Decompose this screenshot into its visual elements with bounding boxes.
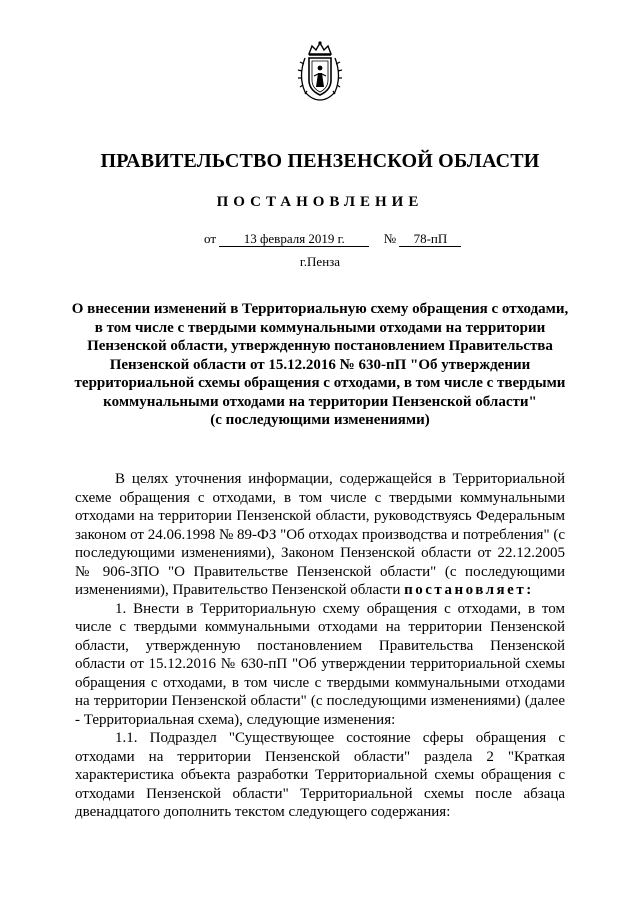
heading-line: Пензенской области, утвержденную постановлением Правительства: [87, 338, 553, 354]
item-1-paragraph: 1. Внести в Территориальную схему обращения с отходами, в том числе с твердыми коммунальными отходами на территории Пензенской области, утвержденную постановлением Правительства Пензенской области от 15.12.2016 № 630-пП "Об утверждении территориальной схемы обращения с отходами, в том числе с твердыми коммунальными отходами на территории Пензенской области" (с последующими изменениями) (далее - Территориальная схема), следующие изменения:: [75, 600, 565, 728]
city: г.Пенза: [299, 254, 341, 269]
heading-line: (с последующими изменениями): [210, 412, 430, 428]
date-prefix: от: [204, 231, 217, 246]
item-1-1-paragraph: 1.1. Подраздел "Существующее состояние сферы обращения с отходами на территории Пензенской области" раздела 2 "Краткая характеристика объекта разработки Территориальной схемы обращения с отходами Пензенской области" Территориальной схемы после абзаца двенадцатого дополнить текстом следующего содержания:: [75, 730, 565, 820]
document-heading: [60, 300, 580, 430]
heading-line: территориальной схемы обращения с отходами, в том числе с твердыми: [74, 375, 566, 391]
document-number: 78-пП: [399, 232, 461, 247]
heading-line: О внесении изменений в Территориальную схему обращения с отходами,: [71, 301, 569, 317]
number-prefix: №: [383, 231, 397, 246]
document-body: [75, 470, 565, 822]
preamble-text: В целях уточнения информации, содержащейся в Территориальной схеме обращения с отходами, в том числе с твердыми коммунальными отходами на территории Пензенской области, руководствуясь Федеральным законом от 24.06.1998 № 89-ФЗ "Об отходах производства и потребления" (с последующими изменениями), Законом Пензенской области от 22.12.2005 № 906-ЗПО "О Правительстве Пензенской области" (с последующими изменениями), Правительство Пензенской области: [75, 471, 565, 598]
document-type: ПОСТАНОВЛЕНИЕ: [216, 194, 424, 210]
government-name: ПРАВИТЕЛЬСТВО ПЕНЗЕНСКОЙ ОБЛАСТИ: [100, 150, 540, 172]
preamble-paragraph: [75, 470, 565, 600]
date-number-line: [204, 231, 461, 247]
heading-line: коммунальными отходами на территории Пензенской области": [103, 393, 537, 410]
coat-of-arms-icon: [295, 40, 345, 102]
decree-word: постановляет:: [404, 582, 534, 598]
heading-line: в том числе с твердыми коммунальными отходами на территории: [94, 319, 546, 336]
document-date: 13 февраля 2019 г.: [219, 232, 369, 247]
heading-line: Пензенской области от 15.12.2016 № 630-пП "Об утверждении: [109, 356, 531, 373]
